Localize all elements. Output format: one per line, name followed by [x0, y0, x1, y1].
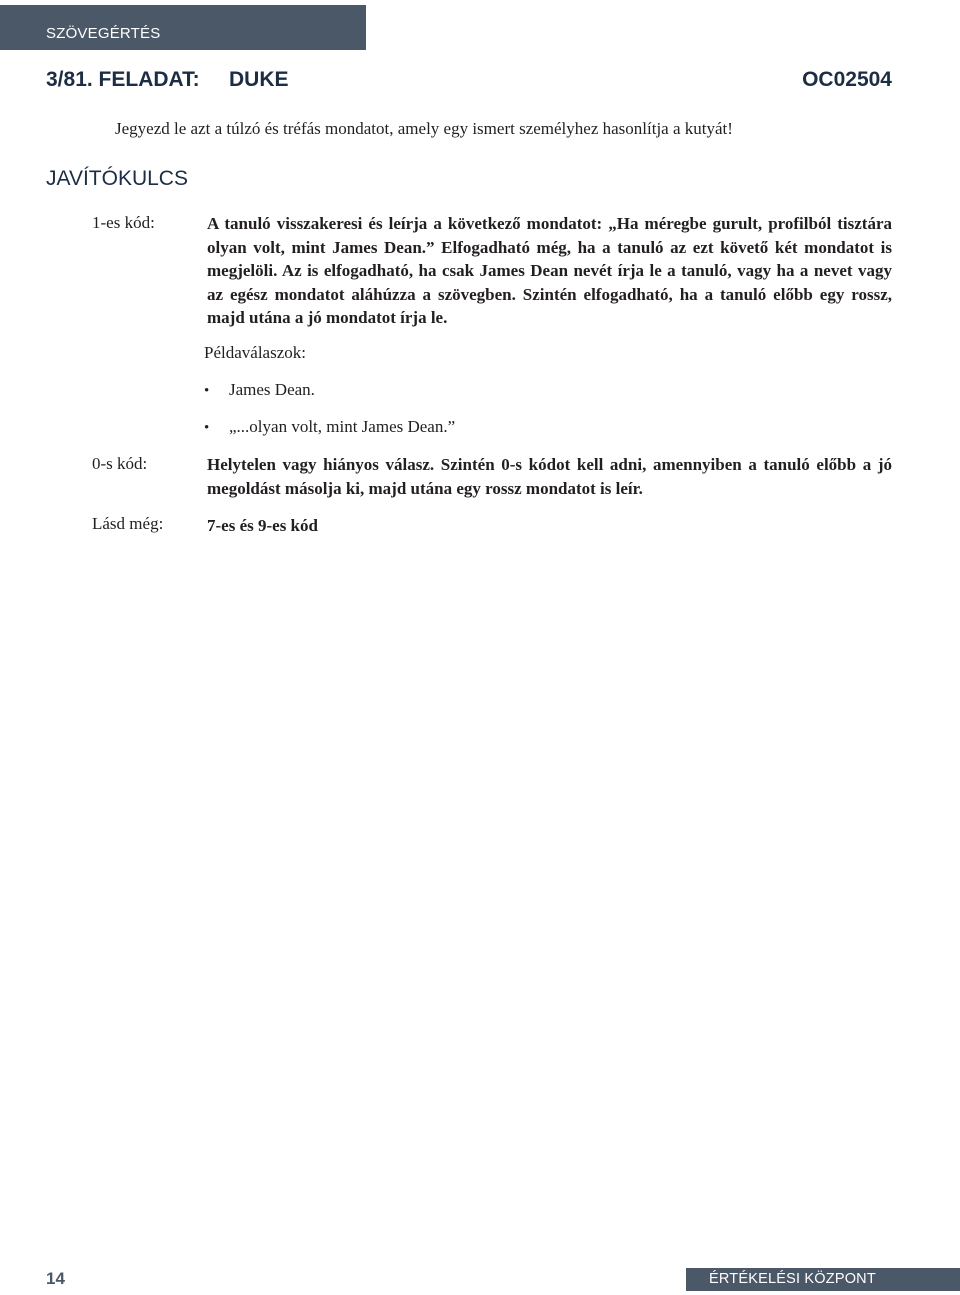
examples-label: Példaválaszok:	[204, 343, 306, 362]
code1-label: 1-es kód:	[92, 213, 155, 232]
code1-text: A tanuló visszakeresi és leírja a következő mondatot: „Ha méregbe gurult, profilból tisztára olyan volt, mint James Dean.” Elfogadható még, ha a tanuló az ezt követő két mondatot is megjelöli. Az is elfogadható, ha csak James Dean nevét írja le a tanuló, vagy ha a nevet vagy az egész mondatot aláhúzza a szövegben. Szintén elfogadható, ha a tanuló előbb egy rossz, majd utána a jó mondatot írja le.	[207, 214, 892, 327]
section-banner	[0, 5, 366, 50]
task-number: 3/81. FELADAT:	[46, 68, 200, 91]
example-text: James Dean.	[229, 380, 315, 399]
task-name: DUKE	[229, 68, 289, 91]
bullet-icon: •	[204, 383, 210, 399]
answer-key-title: JAVÍTÓKULCS	[46, 167, 188, 190]
page-number: 14	[46, 1269, 65, 1288]
question-text: Jegyezd le azt a túlzó és tréfás mondatot, amely egy ismert személyhez hasonlítja a kutyát!	[115, 119, 733, 138]
see-also-label: Lásd még:	[92, 514, 164, 533]
footer-org-banner	[686, 1268, 960, 1291]
task-code: OC02504	[802, 68, 892, 91]
example-item	[204, 417, 455, 437]
section-title: SZÖVEGÉRTÉS	[46, 25, 161, 42]
code0-label: 0-s kód:	[92, 454, 148, 473]
code0-text: Helytelen vagy hiányos válasz. Szintén 0-s kódot kell adni, amennyiben a tanuló előbb a jó megoldást másolja ki, majd utána egy rossz mondatot is leír.	[207, 455, 892, 498]
footer-org-name: ÉRTÉKELÉSI KÖZPONT	[709, 1271, 876, 1287]
example-item	[204, 380, 315, 400]
see-also-text: 7-es és 9-es kód	[207, 516, 318, 535]
task-header	[46, 68, 892, 98]
bullet-icon: •	[204, 420, 210, 436]
example-text: „...olyan volt, mint James Dean.”	[229, 417, 456, 436]
